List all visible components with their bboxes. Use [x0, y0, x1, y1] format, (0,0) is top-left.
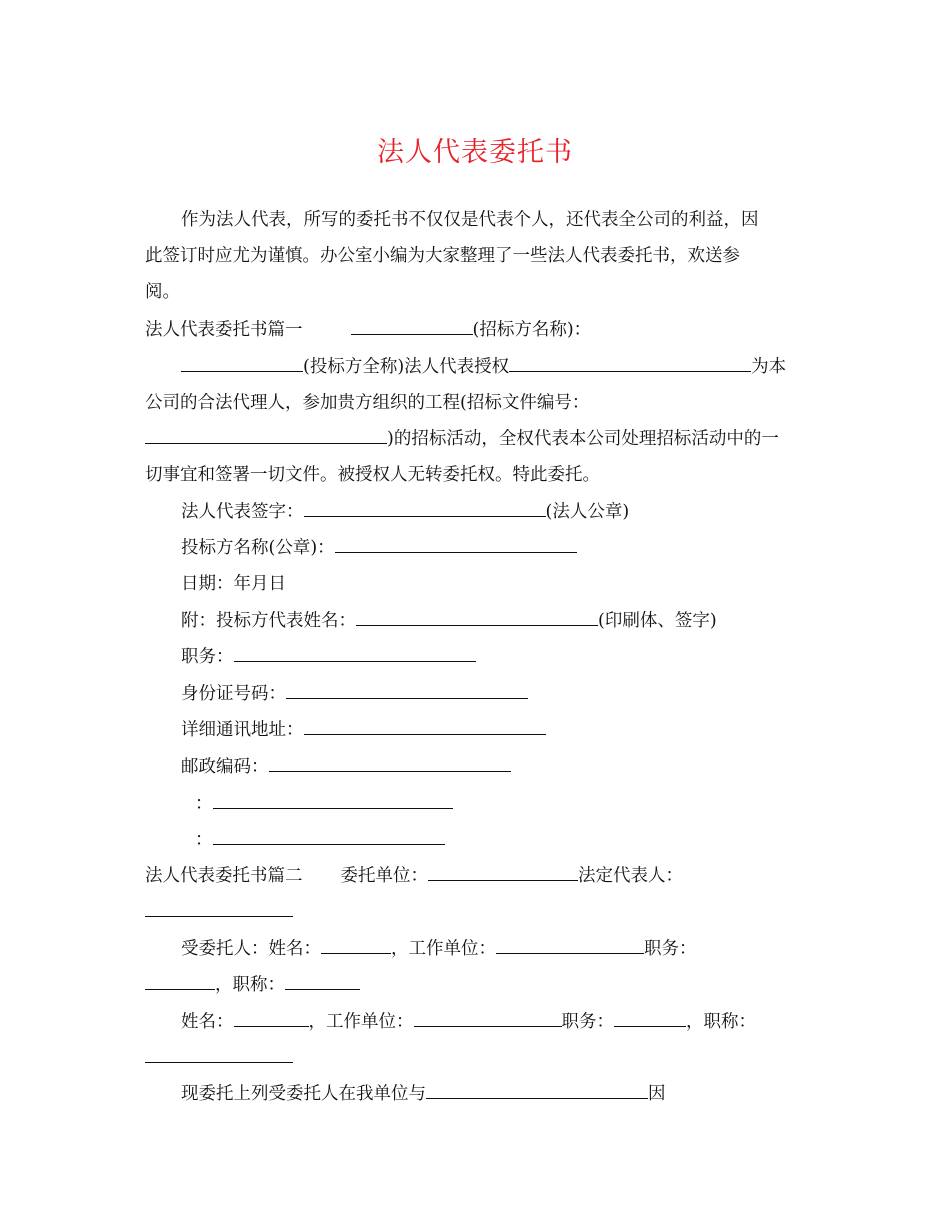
id-blank[interactable] — [286, 682, 528, 699]
post-label-2: 职务： — [561, 1012, 614, 1032]
sec1-line-5: 切事宜和签署一切文件。被授权人无转委托权。特此委托。 — [145, 465, 600, 485]
unit-label: 委托单位： — [340, 866, 428, 886]
agent-post-label: 职务： — [644, 939, 697, 959]
intro-line-3: 阅。 — [145, 282, 180, 302]
name-label: 姓名： — [181, 1012, 234, 1032]
last-text-b: 因 — [648, 1084, 666, 1104]
authorize-text: (投标方全称)法人代表授权 — [303, 357, 510, 377]
unit-label-2: ，工作单位： — [308, 1012, 414, 1032]
seal-label: (法人公章) — [545, 502, 630, 522]
unit-blank[interactable] — [428, 864, 578, 881]
sec1-heading-line — [145, 318, 591, 342]
sec2-heading: 法人代表委托书篇二 — [145, 866, 303, 886]
agent-name-label: 受委托人：姓名： — [181, 939, 321, 959]
title-label-2: ，职称： — [686, 1012, 756, 1032]
id-line — [181, 682, 528, 706]
unit-blank-2[interactable] — [414, 1010, 562, 1027]
agent-unit-blank[interactable] — [496, 937, 644, 954]
address-label: 详细通讯地址： — [181, 720, 304, 740]
blank2-label: ： — [195, 830, 213, 850]
sign-line — [181, 500, 629, 524]
bidder-blank[interactable] — [335, 536, 577, 553]
post-line — [181, 645, 476, 669]
blank2-field[interactable] — [213, 828, 445, 845]
intro-line-1: 作为法人代表，所写的委托书不仅仅是代表个人，还代表全公司的利益，因 — [181, 210, 759, 230]
agent-unit-label: ，工作单位： — [391, 939, 496, 959]
legal-blank-line — [145, 900, 293, 924]
attach-label: 附：投标方代表姓名： — [181, 611, 356, 631]
agent-post-blank[interactable] — [145, 973, 215, 990]
legal-blank[interactable] — [145, 900, 293, 917]
sec2-heading-line — [145, 864, 683, 888]
tenderer-label: (招标方名称)： — [472, 320, 592, 340]
post-blank[interactable] — [234, 645, 476, 662]
date-line: 日期：年月日 — [181, 574, 286, 594]
last-text-a: 现委托上列受委托人在我单位与 — [181, 1084, 426, 1104]
bidder-line — [181, 536, 577, 560]
legal-label: 法定代表人： — [578, 866, 683, 886]
sec1-line-3: 公司的合法代理人，参加贵方组织的工程(招标文件编号： — [145, 393, 590, 413]
name-blank[interactable] — [234, 1010, 309, 1027]
zip-line — [181, 755, 511, 779]
agent-title-blank[interactable] — [285, 973, 360, 990]
tenderer-blank[interactable] — [351, 318, 473, 335]
address-blank[interactable] — [304, 718, 546, 735]
agent-title-label: ，职称： — [215, 975, 285, 995]
bidder-fullname-blank[interactable] — [181, 355, 303, 372]
second-agent-line — [181, 1010, 756, 1034]
blank-line-2 — [195, 828, 445, 852]
attach-suffix: (印刷体、签字) — [598, 611, 717, 631]
post-blank-2[interactable] — [614, 1010, 686, 1027]
document-title: 法人代表委托书 — [377, 137, 573, 168]
blank-line-1 — [195, 792, 453, 816]
bidder-label: 投标方名称(公章)： — [181, 538, 335, 558]
sign-label: 法人代表签字： — [181, 502, 304, 522]
title-blank-2[interactable] — [145, 1046, 293, 1063]
sec1-line-2 — [181, 355, 786, 379]
address-line — [181, 718, 546, 742]
blank1-field[interactable] — [213, 792, 453, 809]
id-label: 身份证号码： — [181, 684, 286, 704]
post-label: 职务： — [181, 647, 234, 667]
tender-activity-text: )的招标活动，全权代表本公司处理招标活动中的一 — [387, 429, 779, 449]
title-blank-line — [145, 1046, 293, 1070]
for-company-text: 为本 — [751, 357, 787, 377]
last-blank[interactable] — [426, 1082, 648, 1099]
last-line — [181, 1082, 666, 1106]
agent-title-line — [145, 973, 360, 997]
authorized-person-blank[interactable] — [509, 355, 751, 372]
attach-blank[interactable] — [356, 609, 598, 626]
agent-name-blank[interactable] — [321, 937, 391, 954]
sec1-heading: 法人代表委托书篇一 — [145, 320, 303, 340]
zip-blank[interactable] — [269, 755, 511, 772]
tender-number-blank[interactable] — [145, 427, 387, 444]
attach-line — [181, 609, 717, 633]
blank1-label: ： — [195, 794, 213, 814]
intro-line-2: 此签订时应尤为谨慎。办公室小编为大家整理了一些法人代表委托书，欢送参 — [145, 246, 740, 266]
agent-line — [181, 937, 697, 961]
sec1-line-4 — [145, 427, 779, 451]
zip-label: 邮政编码： — [181, 757, 269, 777]
sign-blank[interactable] — [304, 500, 546, 517]
